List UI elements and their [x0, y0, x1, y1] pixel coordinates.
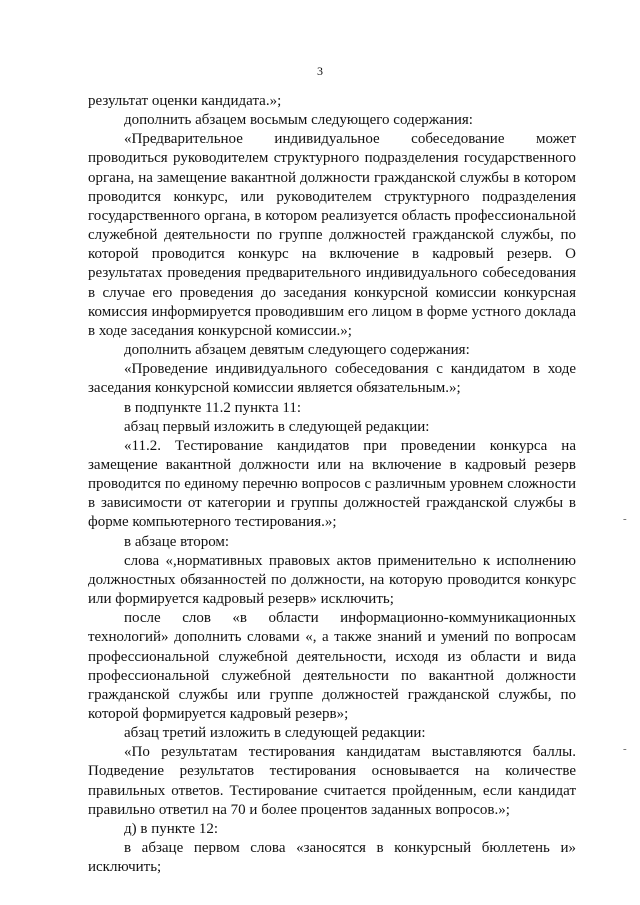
paragraph: результат оценки кандидата.»;: [88, 93, 282, 109]
paragraph: слова «,нормативных правовых актов применительно к исполнению должностных обязанностей по должности, на которую проводится конкурс или формируется кадровый резерв» исключить;: [88, 552, 576, 608]
paragraph: в абзаце втором:: [124, 533, 230, 550]
paragraph: абзац третий изложить в следующей редакции:: [124, 725, 426, 742]
paragraph: дополнить абзацем восьмым следующего содержания:: [124, 112, 473, 129]
page-number: 3: [317, 64, 323, 78]
document-body: [88, 92, 576, 877]
paragraph: после слов «в области информационно-коммуникационных технологий» дополнить словами «, а также знаний и умений по вопросам профессиональной служебной деятельности, исходя из области и вида профессиональной служебной деятельности по вакантной должности гражданской службы или группе должностей гражданской службы, по которой формируется кадровый резерв»;: [88, 610, 576, 722]
paragraph: в подпункте 11.2 пункта 11:: [124, 399, 302, 416]
paragraph: «Предварительное индивидуальное собеседование может проводиться руководителем структурного подразделения государственного органа, на замещение вакантной должности гражданской службы в котором проводится конкурс, или руководителем структурного подразделения государственного органа, в котором реализуется область профессиональной служебной деятельности по группе должностей гражданской службы, по которой проводится конкурс на включение в кадровый резерв. О результатах проведения предварительного индивидуального собеседования в случае его проведения до заседания конкурсной комиссии конкурсная комиссия информируется проводившим его лицом в форме устного доклада в ходе заседания конкурсной комиссии.»;: [88, 131, 576, 339]
paragraph: дополнить абзацем девятым следующего содержания:: [124, 342, 470, 359]
margin-mark: -: [623, 513, 627, 525]
paragraph: абзац первый изложить в следующей редакции:: [124, 418, 430, 435]
paragraph: д) в пункте 12:: [124, 820, 218, 837]
paragraph: в абзаце первом слова «заносятся в конкурсный бюллетень и» исключить;: [88, 840, 576, 876]
paragraph: «По результатам тестирования кандидатам выставляются баллы. Подведение результатов тестирования основывается на количестве правильных ответов. Тестирование считается пройденным, если кандидат правильно ответил на 70 и более процентов заданных вопросов.»;: [88, 744, 576, 818]
paragraph: «Проведение индивидуального собеседования с кандидатом в ходе заседания конкурсной комиссии является обязательным.»;: [88, 361, 576, 397]
margin-mark: -: [623, 743, 627, 755]
paragraph: «11.2. Тестирование кандидатов при проведении конкурса на замещение вакантной должности или на включение в кадровый резерв проводится по единому перечню вопросов с различным уровнем сложности в зависимости от категории и группы должностей гражданской службы в форме компьютерного тестирования.»;: [88, 437, 576, 531]
